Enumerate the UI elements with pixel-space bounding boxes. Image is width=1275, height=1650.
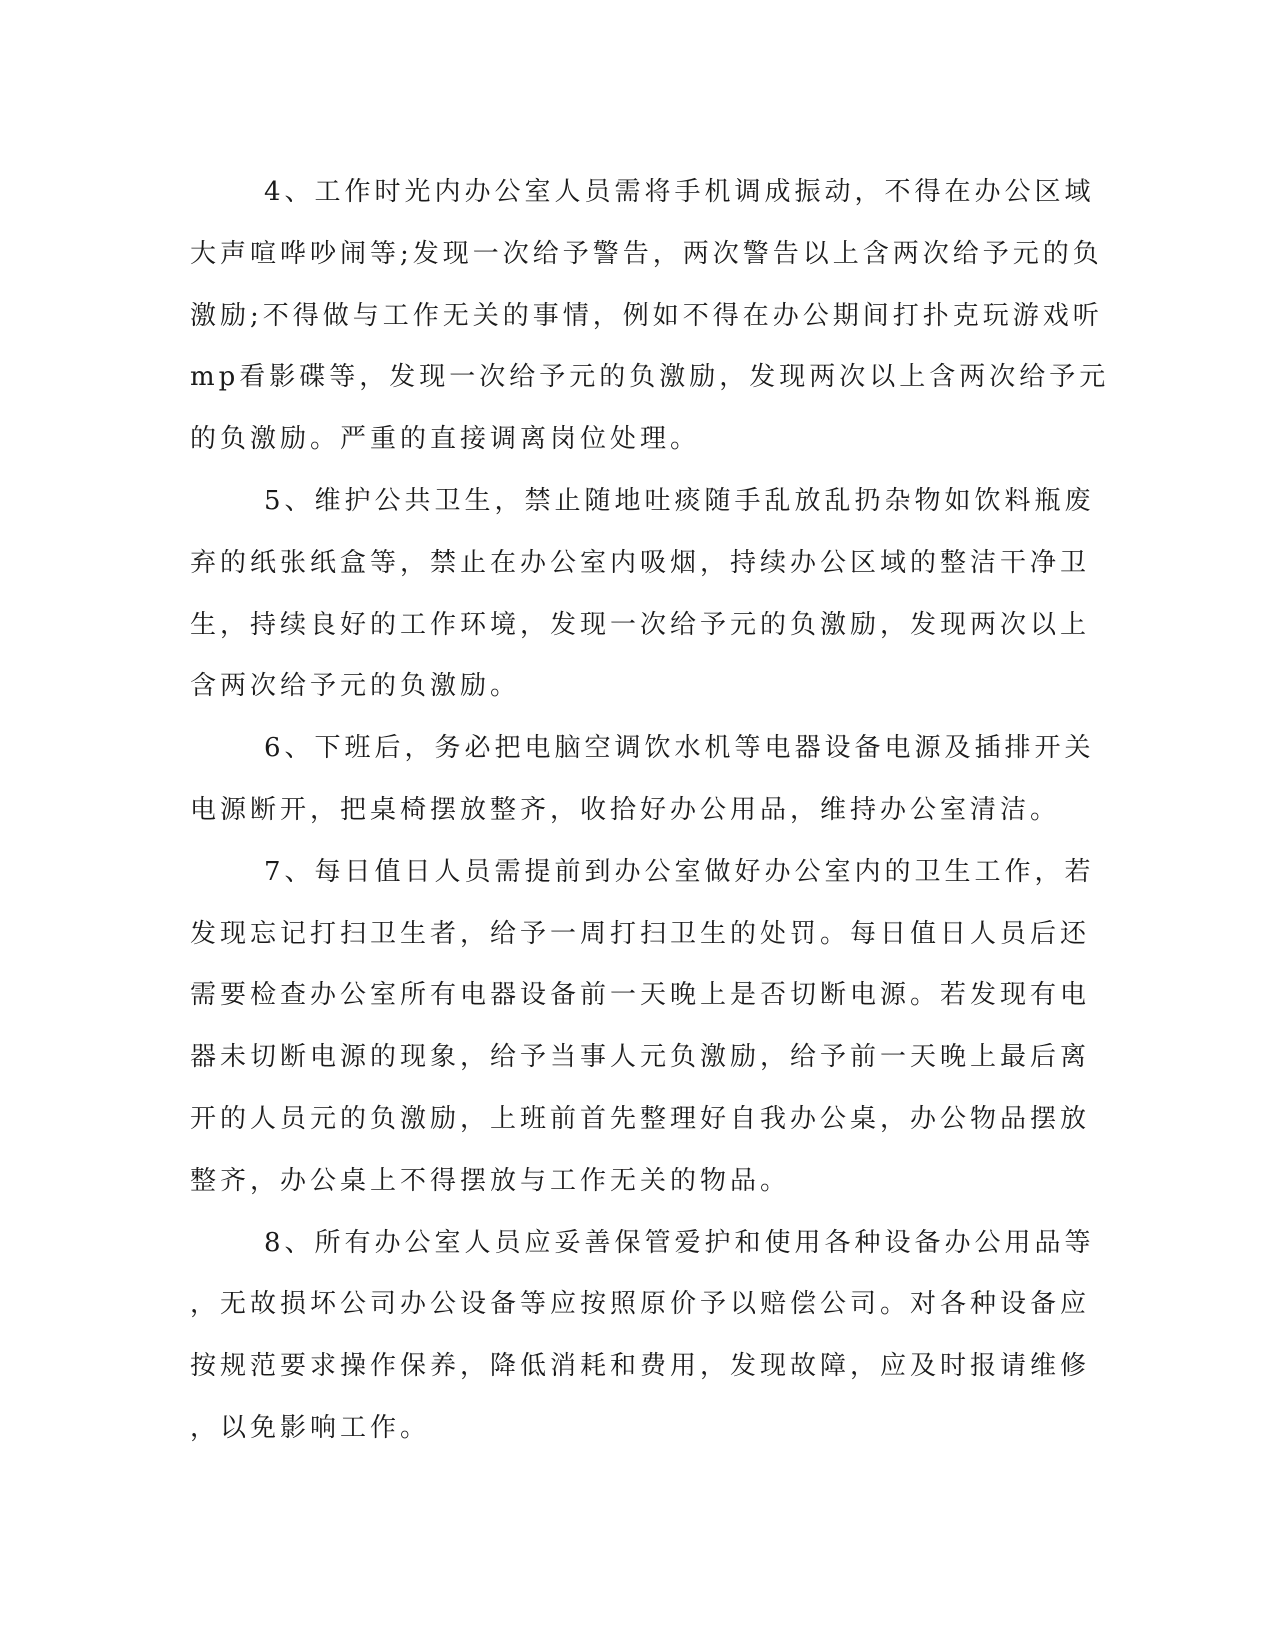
text-line: 的负激励。严重的直接调离岗位处理。 [190, 424, 701, 455]
text-line: 整齐，办公桌上不得摆放与工作无关的物品。 [190, 1165, 791, 1196]
text-line: ，以免影响工作。 [190, 1412, 431, 1443]
paragraph-7 [190, 842, 1095, 1213]
text-line: 激励;不得做与工作无关的事情，例如不得在办公期间打扑克玩游戏听 [190, 300, 1103, 331]
text-line: 器未切断电源的现象，给予当事人元负激励，给予前一天晚上最后离 [190, 1042, 1091, 1073]
text-line: 生，持续良好的工作环境，发现一次给予元的负激励，发现两次以上 [190, 609, 1091, 640]
text-line: mp看影碟等，发现一次给予元的负激励，发现两次以上含两次给予元 [190, 362, 1110, 393]
text-line: ，无故损坏公司办公设备等应按照原价予以赔偿公司。对各种设备应 [190, 1289, 1091, 1320]
paragraph-4 [190, 162, 1110, 471]
document-body [190, 162, 1110, 1460]
text-line: 6、下班后，务必把电脑空调饮水机等电器设备电源及插排开关 [264, 733, 1095, 764]
paragraph-5 [190, 471, 1095, 718]
text-line: 按规范要求操作保养，降低消耗和费用，发现故障，应及时报请维修 [190, 1351, 1091, 1382]
text-line: 大声喧哗吵闹等;发现一次给予警告，两次警告以上含两次给予元的负 [190, 238, 1103, 269]
paragraph-8 [190, 1213, 1095, 1460]
text-line: 开的人员元的负激励，上班前首先整理好自我办公桌，办公物品摆放 [190, 1103, 1091, 1134]
text-line: 电源断开，把桌椅摆放整齐，收拾好办公用品，维持办公室清洁。 [190, 794, 1061, 825]
text-line: 7、每日值日人员需提前到办公室做好办公室内的卫生工作，若 [264, 856, 1095, 887]
text-line: 5、维护公共卫生，禁止随地吐痰随手乱放乱扔杂物如饮料瓶废 [264, 485, 1095, 516]
text-line: 发现忘记打扫卫生者，给予一周打扫卫生的处罚。每日值日人员后还 [190, 918, 1091, 949]
text-line: 需要检查办公室所有电器设备前一天晚上是否切断电源。若发现有电 [190, 980, 1091, 1011]
text-line: 8、所有办公室人员应妥善保管爱护和使用各种设备办公用品等 [264, 1227, 1095, 1258]
paragraph-6 [190, 718, 1095, 842]
text-line: 弃的纸张纸盒等，禁止在办公室内吸烟，持续办公区域的整洁干净卫 [190, 547, 1091, 578]
text-line: 4、工作时光内办公室人员需将手机调成振动，不得在办公区域 [264, 177, 1095, 207]
text-line: 含两次给予元的负激励。 [190, 671, 521, 702]
